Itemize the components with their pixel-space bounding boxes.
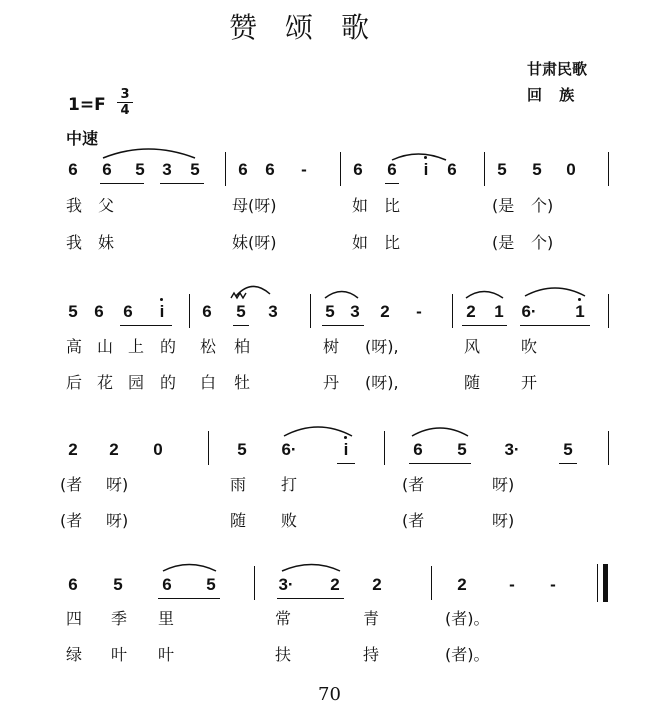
note: 6 [123,302,133,321]
note: 2 [109,440,119,459]
lyric: 山 [97,337,114,356]
note: 3 [350,302,360,321]
lyric: 呀) [492,475,515,494]
note: 5 [206,575,216,594]
note: 1 [575,302,585,321]
note: 2 [466,302,476,321]
note: 5 [113,575,123,594]
note: 5 [457,440,467,459]
note: 6 [238,160,248,179]
lyric: 树 [323,337,340,356]
lyric: 季 [111,609,128,628]
lyric: 比 [384,233,401,252]
note: 6 [68,575,78,594]
lyric: 持 [363,645,380,664]
lyric: 风 [464,337,481,356]
lyric: 随 [230,511,247,530]
note: 3 [162,160,172,179]
lyric: 呀) [492,511,515,530]
note: 5 [190,160,200,179]
note: 5 [135,160,145,179]
note: 2 [457,575,467,594]
lyric: (者 [402,475,425,494]
lyric: 丹 [323,373,340,392]
note: 5 [563,440,573,459]
note: 6 [265,160,275,179]
note: 6 [94,302,104,321]
lyric: 上 [128,337,145,356]
slur [103,149,195,158]
lyric: 的 [160,337,177,356]
slur [392,154,446,160]
note: 6 [353,160,363,179]
note: 2 [330,575,340,594]
note: - [301,160,307,179]
lyric: 吹 [521,337,538,356]
page-number: 70 [318,684,341,705]
slur [412,428,468,436]
note: 3 [268,302,278,321]
note: i [343,440,349,459]
lyric: 叶 [158,645,175,664]
lyric: 如 [352,196,369,215]
note: 5 [497,160,507,179]
lyric: (者 [402,511,425,530]
note: i [423,160,429,179]
note: 1 [494,302,504,321]
note: 5 [236,302,246,321]
note: 5 [532,160,542,179]
note: 6 [447,160,457,179]
note: - [550,575,556,594]
note: 5 [237,440,247,459]
lyric: (者 [60,511,83,530]
slur [525,288,585,296]
key-signature: 1=F [68,95,106,115]
lyric: 里 [158,609,175,628]
lyric: (是 [492,196,515,215]
note: 6 [102,160,112,179]
lyric: 园 [128,373,145,392]
note: - [416,302,422,321]
lyric: 妹(呀) [232,233,277,252]
lyric: 随 [464,373,481,392]
tempo-marking: 中速 [66,129,99,148]
lyric: (呀), [365,337,399,356]
song-title: 赞颂歌 [229,11,398,44]
note: 0 [566,160,576,179]
lyric: 如 [352,233,369,252]
slur [466,292,503,299]
slur [163,565,216,572]
lyric: 雨 [230,475,247,494]
lyric: 呀) [106,475,129,494]
note: 6· [521,302,537,321]
lyric: 开 [521,373,538,392]
slur [282,565,340,572]
lyric: 败 [281,511,298,530]
note: 2 [380,302,390,321]
lyric: (呀), [365,373,399,392]
lyric: (者)。 [445,609,490,628]
lyric: 花 [97,373,114,392]
note: 0 [153,440,163,459]
lyric: 个) [531,233,554,252]
note: i [159,302,165,321]
lyric: (者)。 [445,645,490,664]
lyric: 的 [160,373,177,392]
lyric: 个) [531,196,554,215]
time-numerator: 3 [120,87,130,102]
lyric: 高 [66,337,83,356]
song-source: 甘肃民歌 [527,60,588,78]
lyric: 四 [66,609,83,628]
note: 6 [202,302,212,321]
lyric: 后 [66,373,83,392]
note: 5 [68,302,78,321]
lyric: (者 [60,475,83,494]
lyric: 妹 [98,233,115,252]
lyric: 柏 [234,337,251,356]
lyric: 比 [384,196,401,215]
note: 2 [372,575,382,594]
note: 3· [278,575,294,594]
lyric: 绿 [66,645,83,664]
lyric: 母(呀) [232,196,277,215]
lyric: (是 [492,233,515,252]
note: 6 [413,440,423,459]
lyric: 打 [281,475,298,494]
lyric: 叶 [111,645,128,664]
note: 6· [281,440,297,459]
lyric: 牡 [234,373,251,392]
lyric: 父 [98,196,115,215]
lyric: 我 [66,196,83,215]
note: 5 [325,302,335,321]
time-denominator: 4 [120,103,130,118]
note: 2 [68,440,78,459]
slur [284,427,352,436]
lyric: 常 [275,609,292,628]
lyric: 扶 [275,645,292,664]
note: 3· [504,440,520,459]
lyric: 青 [363,609,380,628]
note: 6 [162,575,172,594]
note: 6 [387,160,397,179]
lyric: 白 [200,373,217,392]
note: - [509,575,515,594]
slur [325,292,358,299]
lyric: 我 [66,233,83,252]
song-ethnicity: 回 族 [527,86,581,104]
note: 6 [68,160,78,179]
lyric: 松 [200,337,217,356]
lyric: 呀) [106,511,129,530]
